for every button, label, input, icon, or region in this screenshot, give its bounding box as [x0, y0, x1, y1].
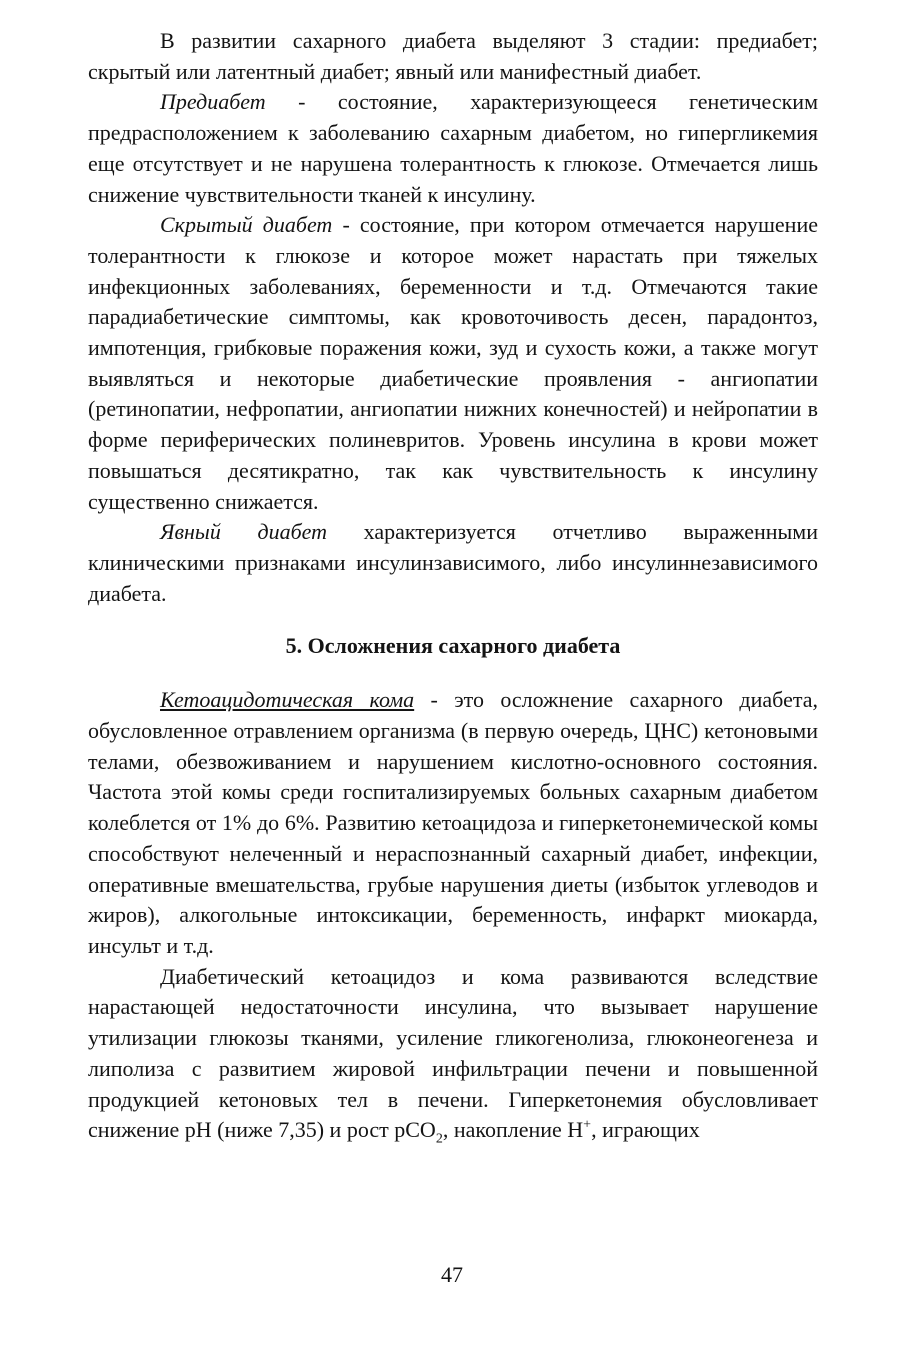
latent-diabetes-term: Скрытый диабет [160, 212, 333, 238]
overt-diabetes-term: Явный диабет [160, 519, 328, 545]
ketoacidosis-text-before: Диабетический кетоацидоз и кома развиваются вследствие нарастающей недостаточности инсулина, что вызывает нарушение утилизации глюкозы тканями, усиление гликогенолиза, глюконеогенеза и липолиза с развитием жировой инфильтрации печени и повышенной продукцией кетоновых тел в печени. Гиперкетонемия обусловливает снижение pH (ниже 7,35) и рост pCO [88, 963, 818, 1143]
section-heading: 5. Осложнения сахарного диабета [285, 633, 621, 659]
intro-text: В развитии сахарного диабета выделяют 3 стадии: предиабет; скрытый или латентный диабет; явный или манифестный диабет. [88, 28, 818, 84]
prediabetes-text: - состояние, характеризующееся генетическим предрасположением к заболеванию сахарным диабетом, но гипергликемия еще отсутствует и не нарушена толерантность к глюкозе. Отмечается лишь снижение чувствительности тканей к инсулину. [88, 89, 818, 207]
overt-diabetes-paragraph [88, 517, 818, 609]
latent-diabetes-paragraph [88, 210, 818, 517]
hydrogen-superscript: + [583, 1117, 592, 1133]
pco2-subscript: 2 [435, 1131, 443, 1147]
page-number: 47 [441, 1262, 463, 1287]
prediabetes-term: Предиабет [160, 89, 266, 115]
overt-diabetes-text: характеризуется отчетливо выраженными клиническими признаками инсулинзависимого, либо инсулиннезависимого диабета. [88, 519, 818, 606]
intro-paragraph [88, 26, 818, 87]
ketoacidosis-text-middle: , накопление H [442, 1117, 584, 1143]
ketoacidotic-coma-text: - это осложнение сахарного диабета, обусловленное отравлением организма (в первую очередь, ЦНС) кетоновыми телами, обезвоживанием и нарушением кислотно-основного состояния. Частота этой комы среди госпитализируемых больных сахарным диабетом колеблется от 1% до 6%. Развитию кетоацидоза и гиперкетонемической комы способствуют нелеченный и нераспознанный сахарный диабет, инфекции, оперативные вмешательства, грубые нарушения диеты (избыток углеводов и жиров), алкогольные интоксикации, беременность, инфаркт миокарда, инсульт и т.д. [88, 687, 818, 958]
ketoacidotic-coma-paragraph [88, 685, 818, 961]
document-page [88, 26, 818, 1146]
latent-diabetes-text: - состояние, при котором отмечается нарушение толерантности к глюкозе и которое может нарастать при тяжелых инфекционных заболеваниях, беременности и т.д. Отмечаются такие парадиабетические симптомы, как кровоточивость десен, парадонтоз, импотенция, грибковые поражения кожи, зуд и сухость кожи, а также могут выявляться и некоторые диабетические проявления - ангиопатии (ретинопатии, нефропатии, ангиопатии нижних конечностей) и нейропатии в форме периферических полиневритов. Уровень инсулина в крови может повышаться десятикратно, так как чувствительность к инсулину существенно снижается. [88, 212, 818, 514]
ketoacidosis-paragraph [88, 962, 818, 1146]
ketoacidotic-coma-term: Кетоацидотическая кома [160, 687, 415, 713]
ketoacidosis-text-after: , играющих [591, 1117, 700, 1143]
prediabetes-paragraph [88, 87, 818, 210]
